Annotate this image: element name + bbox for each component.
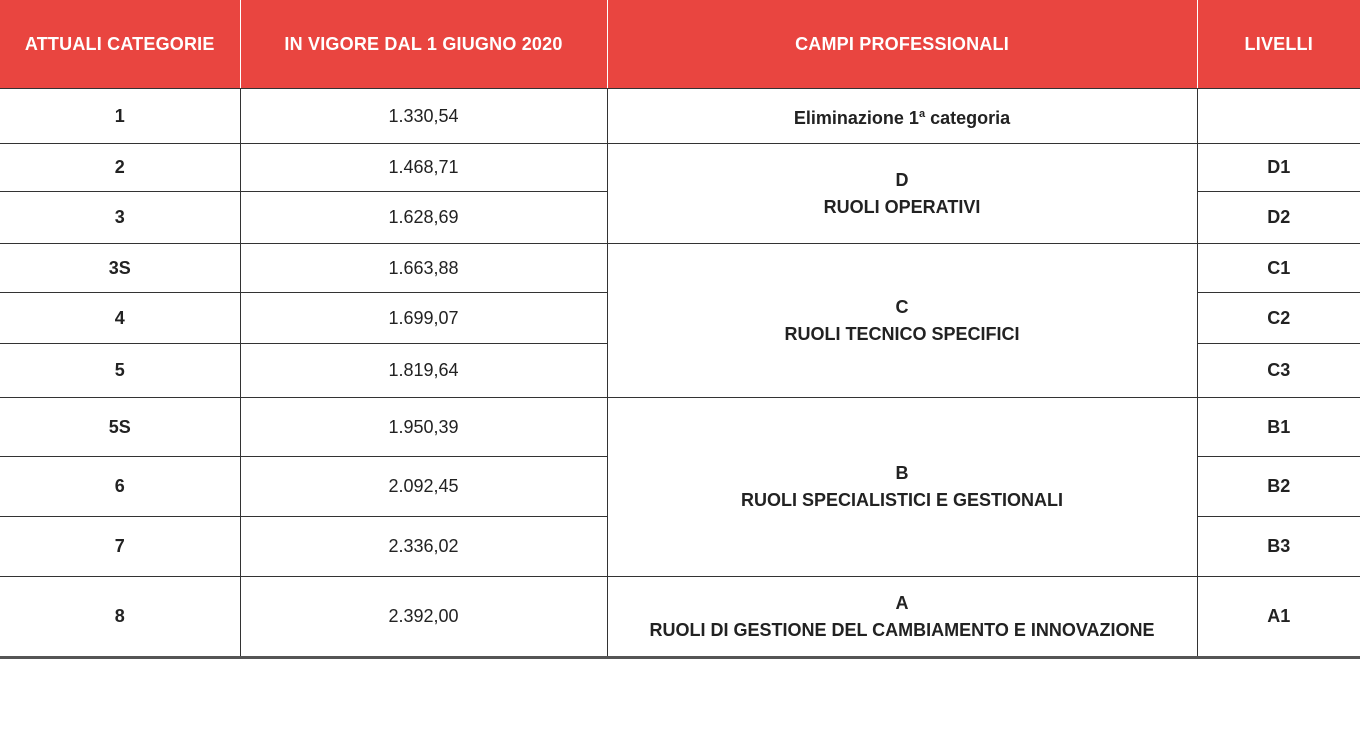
level-cell: B2 <box>1197 457 1360 517</box>
value-cell: 2.092,45 <box>240 457 607 517</box>
table-row <box>0 398 1360 457</box>
field-a <box>607 577 1197 658</box>
level-cell: D2 <box>1197 192 1360 244</box>
category-cell: 1 <box>0 89 240 144</box>
value-cell: 2.336,02 <box>240 517 607 577</box>
level-cell: C1 <box>1197 244 1360 293</box>
category-cell: 5S <box>0 398 240 457</box>
elimination-text: Eliminazione 1 <box>793 107 919 128</box>
category-cell: 5 <box>0 344 240 398</box>
level-cell: D1 <box>1197 144 1360 192</box>
level-cell: A1 <box>1197 577 1360 658</box>
header-row <box>0 0 1360 89</box>
elimination-tail: categoria <box>925 107 1011 128</box>
table-row <box>0 144 1360 192</box>
header-campi: CAMPI PROFESSIONALI <box>607 0 1197 89</box>
field-d-role: RUOLI OPERATIVI <box>823 196 981 217</box>
field-c-role: RUOLI TECNICO SPECIFICI <box>784 323 1020 344</box>
table-row <box>0 244 1360 293</box>
value-cell: 1.950,39 <box>240 398 607 457</box>
header-vigore: IN VIGORE DAL 1 GIUGNO 2020 <box>240 0 607 89</box>
field-elimination <box>607 89 1197 144</box>
category-cell: 3S <box>0 244 240 293</box>
table-row <box>0 577 1360 658</box>
value-cell: 1.819,64 <box>240 344 607 398</box>
level-cell: C2 <box>1197 293 1360 344</box>
value-cell: 1.468,71 <box>240 144 607 192</box>
category-cell: 8 <box>0 577 240 658</box>
value-cell: 1.699,07 <box>240 293 607 344</box>
field-b <box>607 398 1197 577</box>
level-cell <box>1197 89 1360 144</box>
header-categorie: ATTUALI CATEGORIE <box>0 0 240 89</box>
elimination-sup: a <box>918 107 926 120</box>
field-a-letter: A <box>895 592 909 613</box>
header-livelli: LIVELLI <box>1197 0 1360 89</box>
category-cell: 4 <box>0 293 240 344</box>
value-cell: 2.392,00 <box>240 577 607 658</box>
level-cell: B1 <box>1197 398 1360 457</box>
field-d <box>607 144 1197 244</box>
level-cell: B3 <box>1197 517 1360 577</box>
value-cell: 1.628,69 <box>240 192 607 244</box>
field-b-role: RUOLI SPECIALISTICI E GESTIONALI <box>740 490 1064 510</box>
category-cell: 6 <box>0 457 240 517</box>
field-d-letter: D <box>895 169 909 190</box>
value-cell: 1.330,54 <box>240 89 607 144</box>
category-cell: 7 <box>0 517 240 577</box>
value-cell: 1.663,88 <box>240 244 607 293</box>
field-c-letter: C <box>895 296 909 317</box>
category-cell: 3 <box>0 192 240 244</box>
field-b-letter: B <box>895 463 909 483</box>
category-cell: 2 <box>0 144 240 192</box>
level-cell: C3 <box>1197 344 1360 398</box>
field-c <box>607 244 1197 398</box>
field-a-role: RUOLI DI GESTIONE DEL CAMBIAMENTO E INNOVAZIONE <box>649 619 1155 640</box>
table-row <box>0 89 1360 144</box>
